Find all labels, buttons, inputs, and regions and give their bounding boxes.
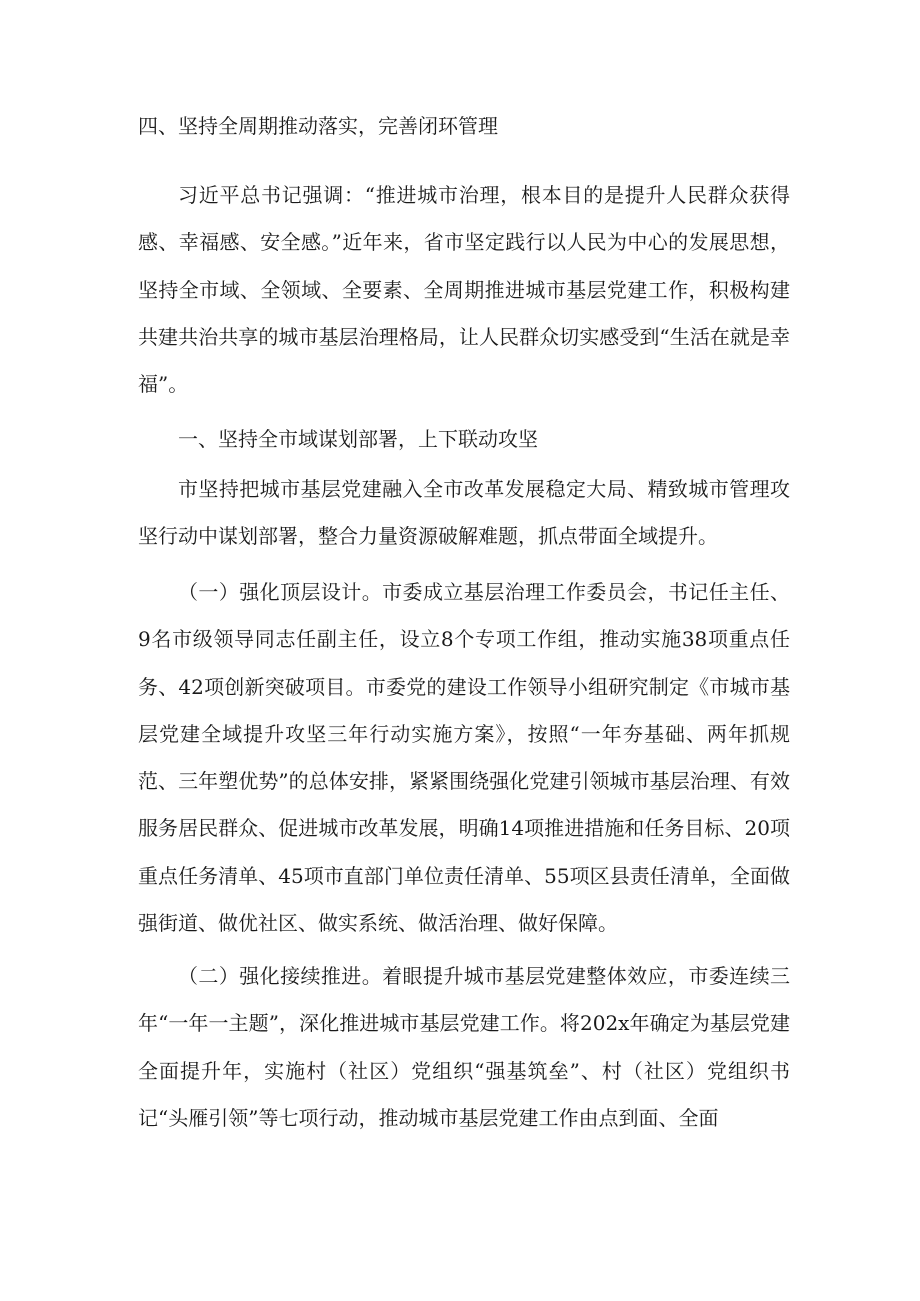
item-2-label: （二）强化接续推进。 [178,964,383,988]
item-2-text: 着眼提升城市基层党建整体效应，市委连续三年“一年一主题”，深化推进城市基层党建工作。将202x年确定为基层党建全面提升年，实施村（社区）党组织“强基筑垒”、村（社区）党组织书记“头雁引领”等七项行动，推动城市基层党建工作由点到面、全面 [138,964,791,1130]
intro-paragraph: 习近平总书记强调：“推进城市治理，根本目的是提升人民群众获得感、幸福感、安全感。”近年来，省市坚定践行以人民为中心的发展思想，坚持全市域、全领域、全要素、全周期推进城市基层党建工作，积极构建共建共治共享的城市基层治理格局，让人民群众切实感受到“生活在就是幸福”。 [138,183,790,397]
subsection-paragraph: 市坚持把城市基层党建融入全市改革发展稳定大局、精致城市管理攻坚行动中谋划部署，整合力量资源破解难题，抓点带面全域提升。 [138,477,790,549]
item-1-paragraph [138,569,790,947]
item-1-label: （一）强化顶层设计。 [178,580,383,604]
section-title: 四、坚持全周期推动落实，完善闭环管理 [138,114,498,138]
item-1-text: 市委成立基层治理工作委员会，书记任主任、9名市级领导同志任副主任，设立8个专项工作组，推动实施38项重点任务、42项创新突破项目。市委党的建设工作领导小组研究制定《市城市基层党建全域提升攻坚三年行动实施方案》，按照“一年夯基础、两年抓规范、三年塑优势”的总体安排，紧紧围绕强化党建引领城市基层治理、有效服务居民群众、促进城市改革发展，明确14项推进措施和任务目标、20项重点任务清单、45项市直部门单位责任清单、55项区县责任清单，全面做强街道、做优社区、做实系统、做活治理、做好保障。 [138,580,791,936]
item-2-paragraph [138,953,790,1142]
subsection-title: 一、坚持全市域谋划部署，上下联动攻坚 [178,427,538,451]
